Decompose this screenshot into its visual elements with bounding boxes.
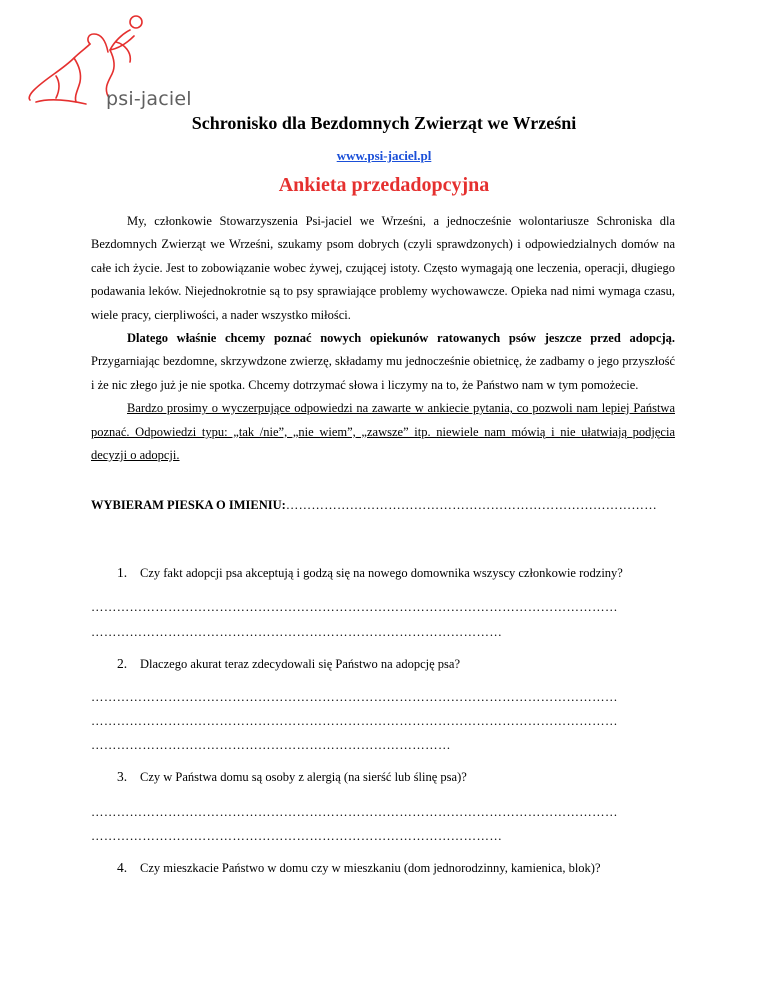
question-2-text: Dlaczego akurat teraz zdecydowali się Państwo na adopcję psa? (140, 657, 460, 671)
answer-3-line-1[interactable]: …………………………………………………………………………………………………………… (91, 805, 618, 819)
question-1 (117, 565, 677, 581)
intro-paragraph-2 (91, 327, 675, 397)
question-3-text: Czy w Państwa domu są osoby z alergią (na sierść lub ślinę psa)? (140, 770, 467, 784)
question-4-number: 4. (117, 860, 128, 875)
question-1-number: 1. (117, 565, 128, 580)
question-2-number: 2. (117, 656, 128, 671)
form-subtitle: Ankieta przedadopcyjna (278, 174, 490, 196)
intro-paragraph-2-rest: Przygarniając bezdomne, skrzywdzone zwierzę, składamy mu jednocześnie obietnicę, że zadbamy o jego przyszłość i że nic złego już je nie spotka. Chcemy dotrzymać słowa i liczymy na to, że Państwo nam w tym pomożecie. (91, 354, 675, 392)
answer-2-line-3[interactable]: ………………………………………………………………………… (91, 738, 451, 752)
answer-1-line-1[interactable]: …………………………………………………………………………………………………………… (91, 600, 618, 614)
dog-name-field[interactable] (91, 498, 681, 513)
question-4-text: Czy mieszkacie Państwo w domu czy w mieszkaniu (dom jednorodzinny, kamienica, blok)? (140, 861, 601, 875)
answer-1-line-2[interactable]: …………………………………………………………………………………… (91, 625, 503, 639)
question-3 (117, 769, 677, 785)
page-title: Schronisko dla Bezdomnych Zwierząt we Wrześni (191, 113, 577, 133)
question-3-number: 3. (117, 769, 128, 784)
intro-paragraph-2-bold: Dlatego właśnie chcemy poznać nowych opiekunów ratowanych psów jeszcze przed adopcją. (127, 331, 675, 346)
website-link[interactable]: www.psi-jaciel.pl (336, 148, 432, 163)
answer-2-line-2[interactable]: …………………………………………………………………………………………………………… (91, 714, 618, 728)
website-link-wrapper (0, 148, 768, 164)
intro-paragraph-1: My, członkowie Stowarzyszenia Psi-jaciel we Wrześni, a jednocześnie wolontariusze Schroniska dla Bezdomnych Zwierząt we Wrześni, szukamy psom dobrych (czyli sprawdzonych) i odpowiedzialnych domów na całe ich życie. Jest to zobowiązanie wobec żywej, czującej istoty. Często wymagają one leczenia, operacji, długiego podawania leków. Niejednokrotnie są to psy sprawiające problemy wychowawcze. Opieka nad nimi wymaga czasu, wiele pracy, cierpliwości, a nader wszystko miłości. (91, 214, 675, 322)
question-4 (117, 860, 677, 876)
intro-text (91, 210, 675, 467)
answer-3-line-2[interactable]: …………………………………………………………………………………… (91, 829, 503, 843)
dog-name-label: WYBIERAM PIESKA O IMIENIU: (91, 498, 286, 512)
logo-text: psi-jaciel (106, 88, 192, 110)
answer-2-line-1[interactable]: …………………………………………………………………………………………………………… (91, 690, 618, 704)
question-1-text: Czy fakt adopcji psa akceptują i godzą się na nowego domownika wszyscy członkowie rodziny? (140, 566, 623, 580)
question-2 (117, 656, 677, 672)
intro-paragraph-3: Bardzo prosimy o wyczerpujące odpowiedzi na zawarte w ankiecie pytania, co pozwoli nam lepiej Państwa poznać. Odpowiedzi typu: „tak /nie”, „nie wiem”, „zawsze” itp. niewiele nam mówią i nie ułatwiają podjęcia decyzji o adopcji. (91, 401, 675, 463)
dog-name-dots: …………………………………………………………………………… (285, 498, 658, 512)
